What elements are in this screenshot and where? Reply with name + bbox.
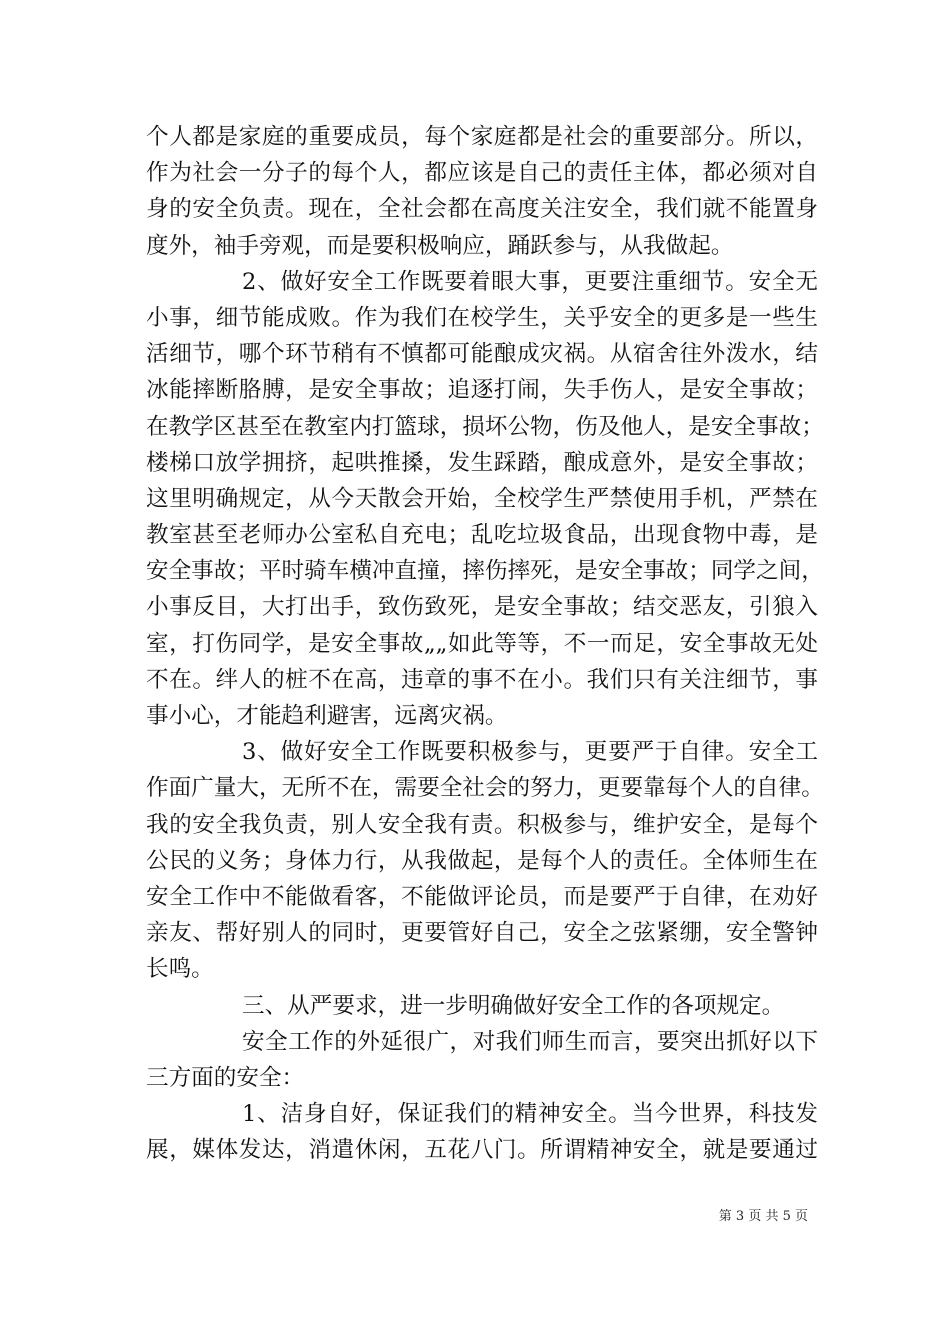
paragraph-intro-start: 安全工作的外延很广，对我们师生而言，要突出抓好以下 — [242, 1028, 818, 1055]
text-line: 度外，袖手旁观，而是要积极响应，踊跃参与，从我做起。 — [146, 232, 734, 259]
text-line: 个人都是家庭的重要成员，每个家庭都是社会的重要部分。所以， — [146, 124, 818, 150]
text-line: 亲友、帮好别人的同时，更要管好自己，安全之弦紧绷，安全警钟 — [146, 920, 818, 947]
text-line: 安全工作中不能做看客，不能做评论员，而是要严于自律，在劝好 — [146, 883, 818, 910]
text-line: 小事，细节能成败。作为我们在校学生，关乎安全的更多是一些生 — [146, 304, 818, 331]
body-text — [146, 119, 824, 1168]
text-line: 作面广量大，无所不在，需要全社会的努力，更要靠每个人的自律。 — [146, 775, 824, 802]
text-line: 冰能摔断胳膊，是安全事故；追逐打闹，失手伤人，是安全事故； — [146, 377, 818, 404]
text-line: 楼梯口放学拥挤，起哄推搡，发生踩踏，酿成意外，是安全事故； — [146, 449, 818, 476]
text-line: 在教学区甚至在教室内打篮球，损坏公物，伤及他人，是安全事故； — [146, 413, 824, 440]
text-line: 不在。绊人的桩不在高，违章的事不在小。我们只有关注细节，事 — [146, 666, 818, 693]
text-line: 小事反目，大打出手，致伤致死，是安全事故；结交恶友，引狼入 — [146, 594, 818, 621]
text-line: 安全事故；平时骑车横冲直撞，摔伤摔死，是安全事故；同学之间， — [146, 558, 824, 585]
section-heading: 三、从严要求，进一步明确做好安全工作的各项规定。 — [242, 992, 785, 1019]
text-line: 这里明确规定，从今天散会开始，全校学生严禁使用手机，严禁在 — [146, 485, 818, 512]
text-line: 展，媒体发达，消遣休闲，五花八门。所谓精神安全，就是要通过 — [146, 1137, 818, 1164]
text-line: 室，打伤同学，是安全事故„„如此等等，不一而足，安全事故无处 — [146, 630, 818, 657]
text-line: 教室甚至老师办公室私自充电；乱吃垃圾食品，出现食物中毒，是 — [146, 522, 818, 549]
text-line: 三方面的安全： — [146, 1064, 305, 1091]
text-line: 长鸣。 — [146, 956, 214, 983]
text-line: 我的安全我负责，别人安全我有责。积极参与，维护安全，是每个 — [146, 811, 818, 838]
text-line: 事小心，才能趋利避害，远离灾祸。 — [146, 703, 508, 729]
text-line: 公民的义务；身体力行，从我做起，是每个人的责任。全体师生在 — [146, 847, 818, 874]
text-line: 活细节，哪个环节稍有不慎都可能酿成灾祸。从宿舍往外泼水，结 — [146, 341, 818, 368]
item-1-start: 1、洁身自好，保证我们的精神安全。当今世界，科技发 — [242, 1101, 818, 1128]
page-number: 第 3 页 共 5 页 — [718, 1209, 808, 1224]
paragraph-2-start: 2、做好安全工作既要着眼大事，更要注重细节。安全无 — [242, 268, 818, 295]
text-line: 作为社会一分子的每个人，都应该是自己的责任主体，都必须对自 — [146, 160, 818, 187]
paragraph-3-start: 3、做好安全工作既要积极参与，更要严于自律。安全工 — [242, 739, 818, 766]
text-line: 身的安全负责。现在，全社会都在高度关注安全，我们就不能置身 — [146, 196, 818, 223]
